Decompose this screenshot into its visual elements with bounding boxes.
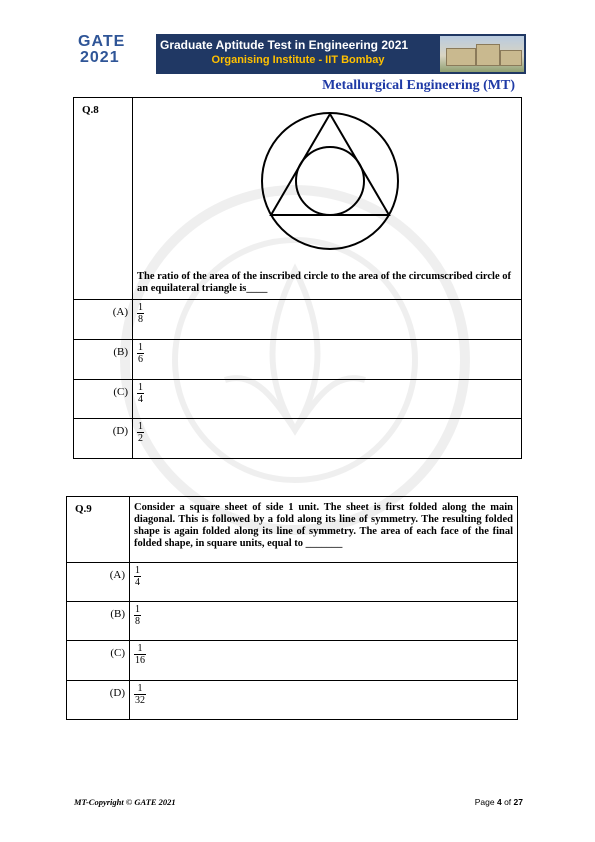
fraction: $\frac{1}{8}$ <box>135 604 140 627</box>
option-label: (A) <box>67 563 130 602</box>
question-9-table <box>66 496 518 720</box>
triangle-circles-figure <box>255 108 455 263</box>
logo-gate-text: GATE <box>78 33 126 50</box>
fraction: $\frac{1}{8}$ <box>138 302 143 325</box>
question-9-text: Consider a square sheet of side 1 unit. The sheet is first folded along the main diagonal. This is followed by a fold along its line of symmetry. The resulting folded shape is again folded along its line of symmetry. The area of each face of the final folded shape, in square units, equal to _______ <box>130 497 518 563</box>
fraction: $\frac{1}{4}$ <box>135 565 140 588</box>
page-number: Page 4 of 27 <box>474 797 523 807</box>
footer-copyright: MT-Copyright © GATE 2021 <box>74 797 176 807</box>
option-label: (C) <box>74 380 133 419</box>
option-a[interactable] <box>133 300 522 340</box>
fraction: $\frac{1}{16}$ <box>135 643 145 666</box>
option-label: (D) <box>67 681 130 720</box>
paper-title: Metallurgical Engineering (MT) <box>322 78 515 93</box>
banner-title: Graduate Aptitude Test in Engineering 2021 <box>160 38 409 52</box>
option-label: (C) <box>67 641 130 681</box>
option-label: (B) <box>67 602 130 641</box>
question-number: Q.8 <box>74 98 133 300</box>
fraction: $\frac{1}{2}$ <box>138 421 143 444</box>
option-a[interactable] <box>130 563 518 602</box>
option-d[interactable] <box>133 419 522 459</box>
fraction: $\frac{1}{32}$ <box>135 683 145 706</box>
fraction: $\frac{1}{6}$ <box>138 342 143 365</box>
question-number: Q.9 <box>67 497 130 563</box>
question-8-table <box>73 97 522 459</box>
option-label: (A) <box>74 300 133 340</box>
logo-year-text: 2021 <box>80 49 120 66</box>
banner-subtitle: Organising Institute - IIT Bombay <box>211 54 385 66</box>
option-label: (B) <box>74 340 133 380</box>
fraction: $\frac{1}{4}$ <box>138 382 143 405</box>
institute-building-photo <box>440 36 524 72</box>
option-c[interactable] <box>133 380 522 419</box>
option-label: (D) <box>74 419 133 459</box>
question-8-body <box>133 98 522 300</box>
option-d[interactable] <box>130 681 518 720</box>
option-b[interactable] <box>133 340 522 380</box>
question-8-text: The ratio of the area of the inscribed circle to the area of the circumscribed circle of an equilateral triangle is____ <box>137 271 512 294</box>
option-b[interactable] <box>130 602 518 641</box>
option-c[interactable] <box>130 641 518 681</box>
